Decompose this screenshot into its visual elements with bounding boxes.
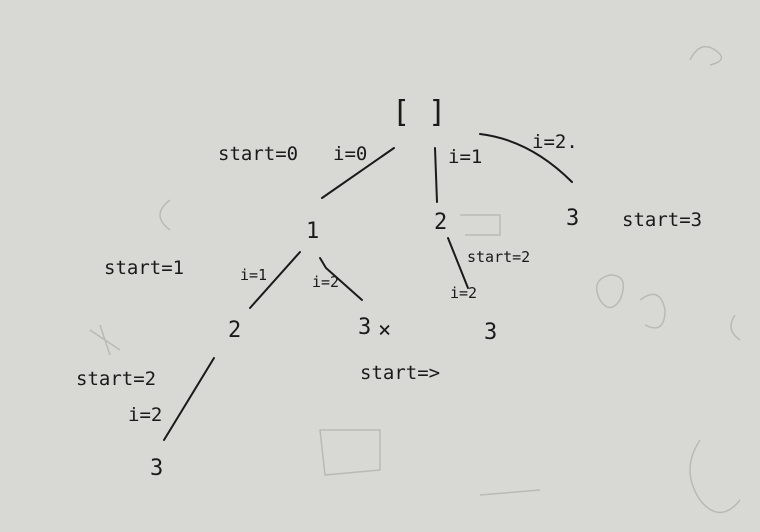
root-empty-list: [ ] [392,95,447,130]
label-i-2-mid: i=2 [450,284,478,302]
label-start-3: start=3 [622,209,703,231]
node-3-mid: 3 [484,320,498,345]
label-start-pruned: start=> [360,362,441,384]
label-i-2-bottom: i=2 [128,404,163,426]
label-i-2-left: i=2 [312,273,340,291]
edge-root-to-2 [435,148,437,202]
label-i-0: i=0 [333,143,368,165]
edge-2-to-3-bottom [164,358,214,440]
label-i-1-root: i=1 [448,146,483,168]
label-start-1: start=1 [104,257,185,279]
node-2-left: 2 [228,318,242,343]
label-i-1-left: i=1 [240,266,268,284]
label-i-2-root: i=2. [532,131,578,153]
pruned-cross-mark: × [378,318,392,343]
node-3-left: 3 [358,315,372,340]
edge-2-to-3 [448,238,468,288]
label-start-2-mid: start=2 [467,248,531,266]
label-start-0: start=0 [218,143,299,165]
node-2-root: 2 [434,210,448,235]
node-3-root: 3 [566,206,580,231]
node-3-bottom: 3 [150,456,164,481]
label-start-2-bottom: start=2 [76,368,157,390]
node-1: 1 [306,219,320,244]
